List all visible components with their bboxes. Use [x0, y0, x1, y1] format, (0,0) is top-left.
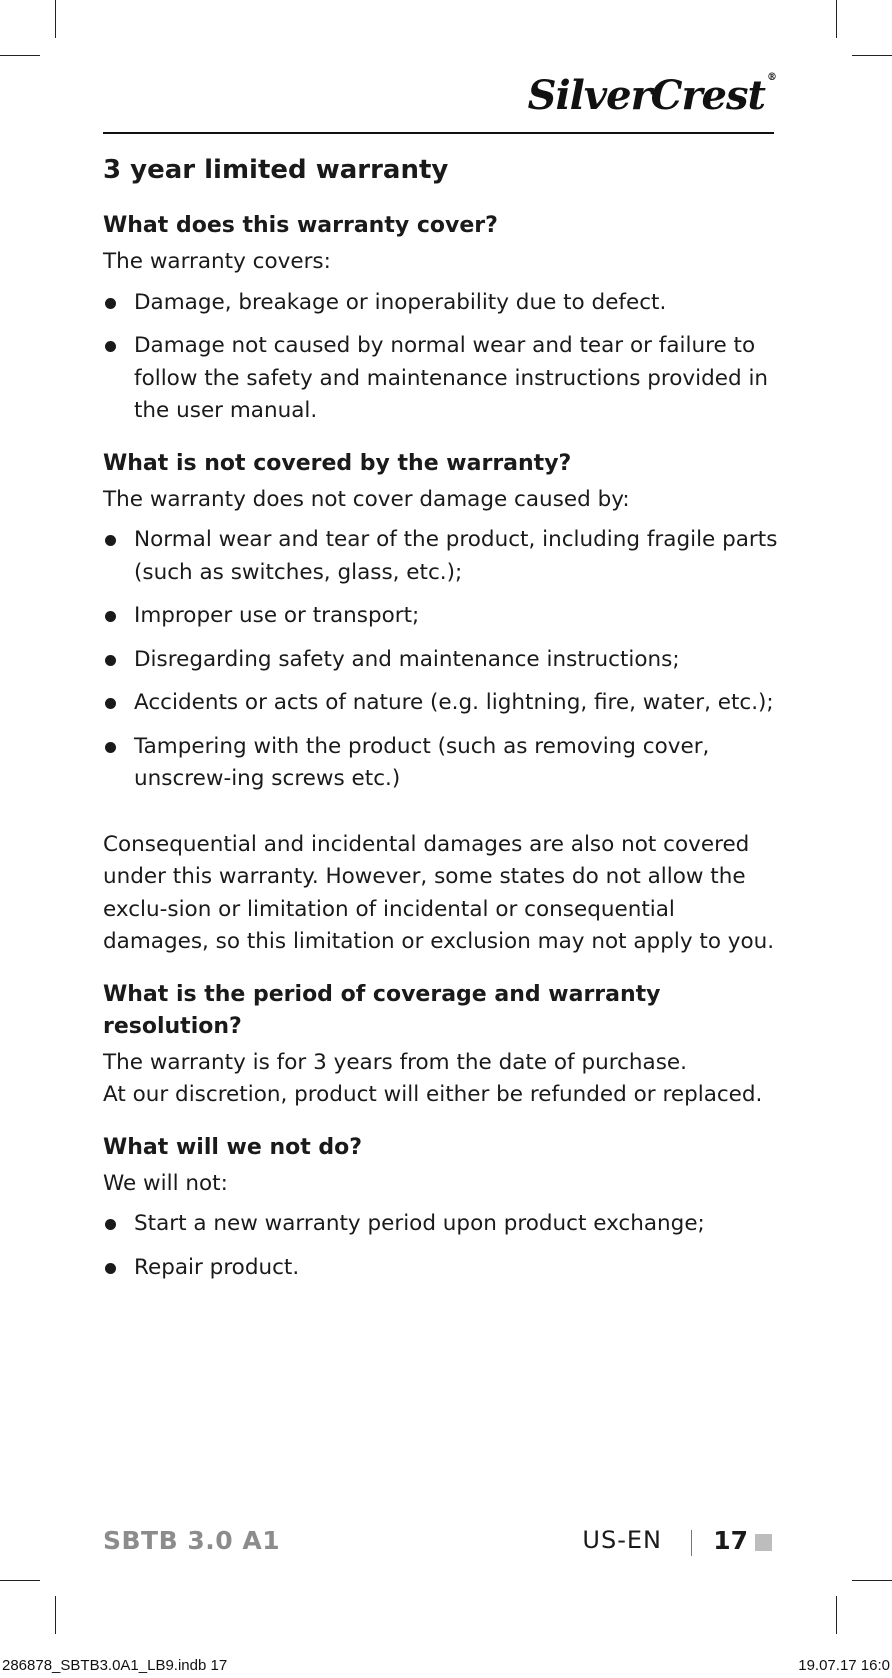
- list-item: [103, 600, 783, 633]
- registered-mark: ®: [767, 72, 776, 83]
- list-item-text: Normal wear and tear of the product, including fragile parts (such as switches, glass, etc.);: [134, 527, 778, 585]
- crop-mark: [0, 55, 40, 56]
- crop-mark: [836, 1596, 837, 1634]
- crop-mark: [0, 1580, 40, 1581]
- brand-logo: [528, 72, 776, 119]
- list-item: [103, 687, 783, 720]
- list-item-text: Start a new warranty period upon product exchange;: [134, 1211, 705, 1236]
- print-datetime-slug: 19.07.17 16:0: [798, 1657, 890, 1674]
- will-not-list: [103, 1208, 783, 1284]
- list-item-text: Damage not caused by normal wear and tear or failure to follow the safety and maintenance instructions provided in the user manual.: [134, 333, 769, 423]
- bullet-icon: [105, 655, 116, 666]
- bullet-icon: [105, 698, 116, 709]
- crop-mark: [55, 0, 56, 38]
- footer-divider: [691, 1530, 692, 1556]
- page-footer: [103, 1526, 774, 1562]
- model-number: SBTB 3.0 A1: [103, 1526, 281, 1555]
- list-item: [103, 287, 783, 320]
- region-code: US-EN: [582, 1526, 662, 1554]
- list-item: [103, 1208, 783, 1241]
- section-heading-will-not: What will we not do?: [103, 1134, 363, 1160]
- print-file-slug: 286878_SBTB3.0A1_LB9.indb 17: [2, 1657, 228, 1674]
- bullet-icon: [105, 611, 116, 622]
- bullet-icon: [105, 535, 116, 546]
- section-intro: The warranty does not cover damage caused by:: [103, 486, 630, 512]
- list-item: [103, 1252, 783, 1285]
- list-item-text: Tampering with the product (such as removing cover, unscrew-ing screws etc.): [134, 733, 710, 791]
- bullet-icon: [105, 1219, 116, 1230]
- list-item-text: Repair product.: [134, 1254, 300, 1280]
- consequential-damages-note: Consequential and incidental damages are also not covered under this warranty. However, some states do not allow the exclu-sion or limitation of incidental or consequential damages, so this limitation or exclusion may not apply to you.: [103, 831, 775, 954]
- section-intro: The warranty covers:: [103, 249, 331, 274]
- section-intro: We will not:: [103, 1170, 228, 1196]
- list-item: [103, 330, 783, 428]
- list-item-text: Improper use or transport;: [134, 603, 420, 628]
- brand-name: SilverCrest: [527, 72, 765, 119]
- list-item-text: Damage, breakage or inoperability due to defect.: [134, 289, 667, 315]
- list-item-text: Disregarding safety and maintenance instructions;: [134, 646, 680, 672]
- coverage-list: [103, 287, 783, 428]
- header-rule: [103, 132, 774, 134]
- list-item: [103, 644, 783, 677]
- resolution-line: At our discretion, product will either be refunded or replaced.: [103, 1082, 763, 1107]
- list-item-text: Accidents or acts of nature (e.g. lightning, fire, water, etc.);: [134, 690, 774, 715]
- bullet-icon: [105, 1263, 116, 1274]
- crop-mark: [852, 1580, 892, 1581]
- period-line: The warranty is for 3 years from the date of purchase.: [103, 1049, 687, 1075]
- bullet-icon: [105, 742, 116, 753]
- warranty-content: [103, 150, 783, 1295]
- exclusions-list: [103, 524, 783, 796]
- crop-mark: [852, 55, 892, 56]
- list-item: [103, 731, 783, 796]
- bullet-icon: [105, 341, 116, 352]
- page-marker-square: [755, 1534, 772, 1551]
- section-heading-period: What is the period of coverage and warranty resolution?: [103, 981, 661, 1039]
- section-heading-not-covered: What is not covered by the warranty?: [103, 450, 572, 476]
- bullet-icon: [105, 298, 116, 309]
- section-heading-coverage: What does this warranty cover?: [103, 213, 498, 238]
- page-title: 3 year limited warranty: [103, 155, 449, 185]
- page-number: 17: [713, 1526, 748, 1555]
- crop-mark: [55, 1596, 56, 1634]
- crop-mark: [836, 0, 837, 38]
- list-item: [103, 524, 783, 589]
